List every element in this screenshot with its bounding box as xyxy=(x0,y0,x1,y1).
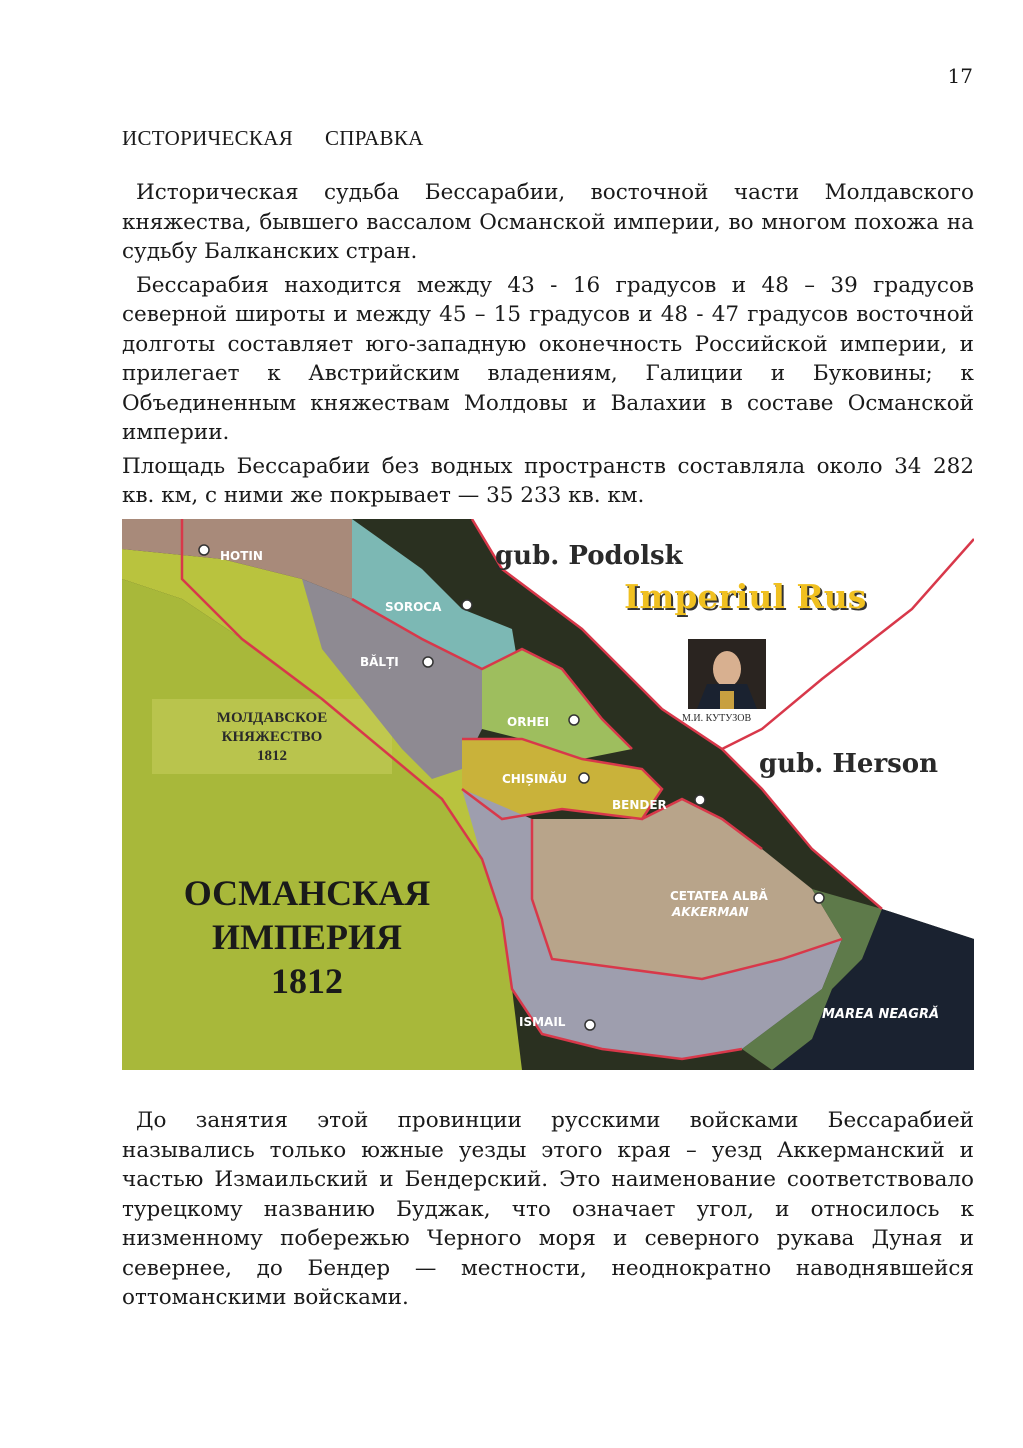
city-label-hotin: HOTIN xyxy=(220,549,263,563)
label-herson: gub. Herson xyxy=(759,749,939,779)
portrait-caption: М.И. КУТУЗОВ xyxy=(682,713,752,724)
label-black-sea: MAREA NEAGRĂ xyxy=(822,1007,940,1022)
moldavia-line-2: КНЯЖЕСТВО xyxy=(221,729,323,745)
ottoman-line-1: ОСМАНСКАЯ xyxy=(183,873,431,913)
ottoman-label xyxy=(172,871,442,1003)
paragraph-1: Историческая судьба Бессарабии, восточной части Молдавского княжества, бывшего вассалом Османской империи, во многом похожа на судьбу Балканских стран. xyxy=(122,180,974,264)
heading-word-1: ИСТОРИЧЕСКАЯ xyxy=(122,126,293,150)
city-label-cetatea: CETATEA ALBĂ xyxy=(670,889,768,903)
paragraph-4: До занятия этой провинции русскими войсками Бессарабией назывались только южные уезды этого края – уезд Аккерманский и частью Измаильский и Бендерский. Это наименование соответствовало турецкому названию Буджак, что означает угол, и относилось к низменному побережью Черного моря и северного рукава Дуная и севернее, до Бендер — местности, неоднократно наводнявшейся оттоманскими войсками. xyxy=(122,1108,974,1310)
page-number: 17 xyxy=(947,64,973,88)
moldavia-label xyxy=(160,709,384,766)
city-label-bender: BENDER xyxy=(612,798,667,812)
ottoman-year: 1812 xyxy=(271,961,343,1001)
label-podolsk: gub. Podolsk xyxy=(495,541,683,571)
ottoman-line-2: ИМПЕРИЯ xyxy=(212,917,402,957)
page-heading xyxy=(122,126,424,151)
paragraph-3: Площадь Бессарабии без водных пространств составляла около 34 282 кв. км, с ними же покрывает — 35 233 кв. км. xyxy=(122,453,974,508)
moldavia-year: 1812 xyxy=(257,748,287,764)
city-label-balti: BĂLȚI xyxy=(360,655,399,669)
after-map-text xyxy=(122,1106,974,1313)
bessarabia-map xyxy=(122,519,974,1070)
city-label-akkerman: AKKERMAN xyxy=(672,905,749,919)
paragraph-2: Бессарабия находится между 43 - 16 градусов и 48 – 39 градусов северной широты и между 45 – 15 градусов и 48 - 47 градусов восточной долготы составляет юго-западную оконечность Российской империи, и прилегает к Австрийским владениям, Галиции и Буковины; к Объединенным княжествам Молдовы и Валахии в составе Османской империи. xyxy=(122,272,974,445)
heading-word-2: СПРАВКА xyxy=(325,126,424,150)
city-label-soroca: SOROCA xyxy=(385,600,442,614)
city-label-ismail: ISMAIL xyxy=(519,1015,566,1029)
moldavia-line-1: МОЛДАВСКОЕ xyxy=(216,710,328,726)
city-label-chisinau: CHIȘINĂU xyxy=(502,772,568,786)
intro-text xyxy=(122,178,974,511)
city-label-orhei: ORHEI xyxy=(507,715,550,729)
label-imperiul-rus: Imperiul Rus xyxy=(624,577,867,616)
